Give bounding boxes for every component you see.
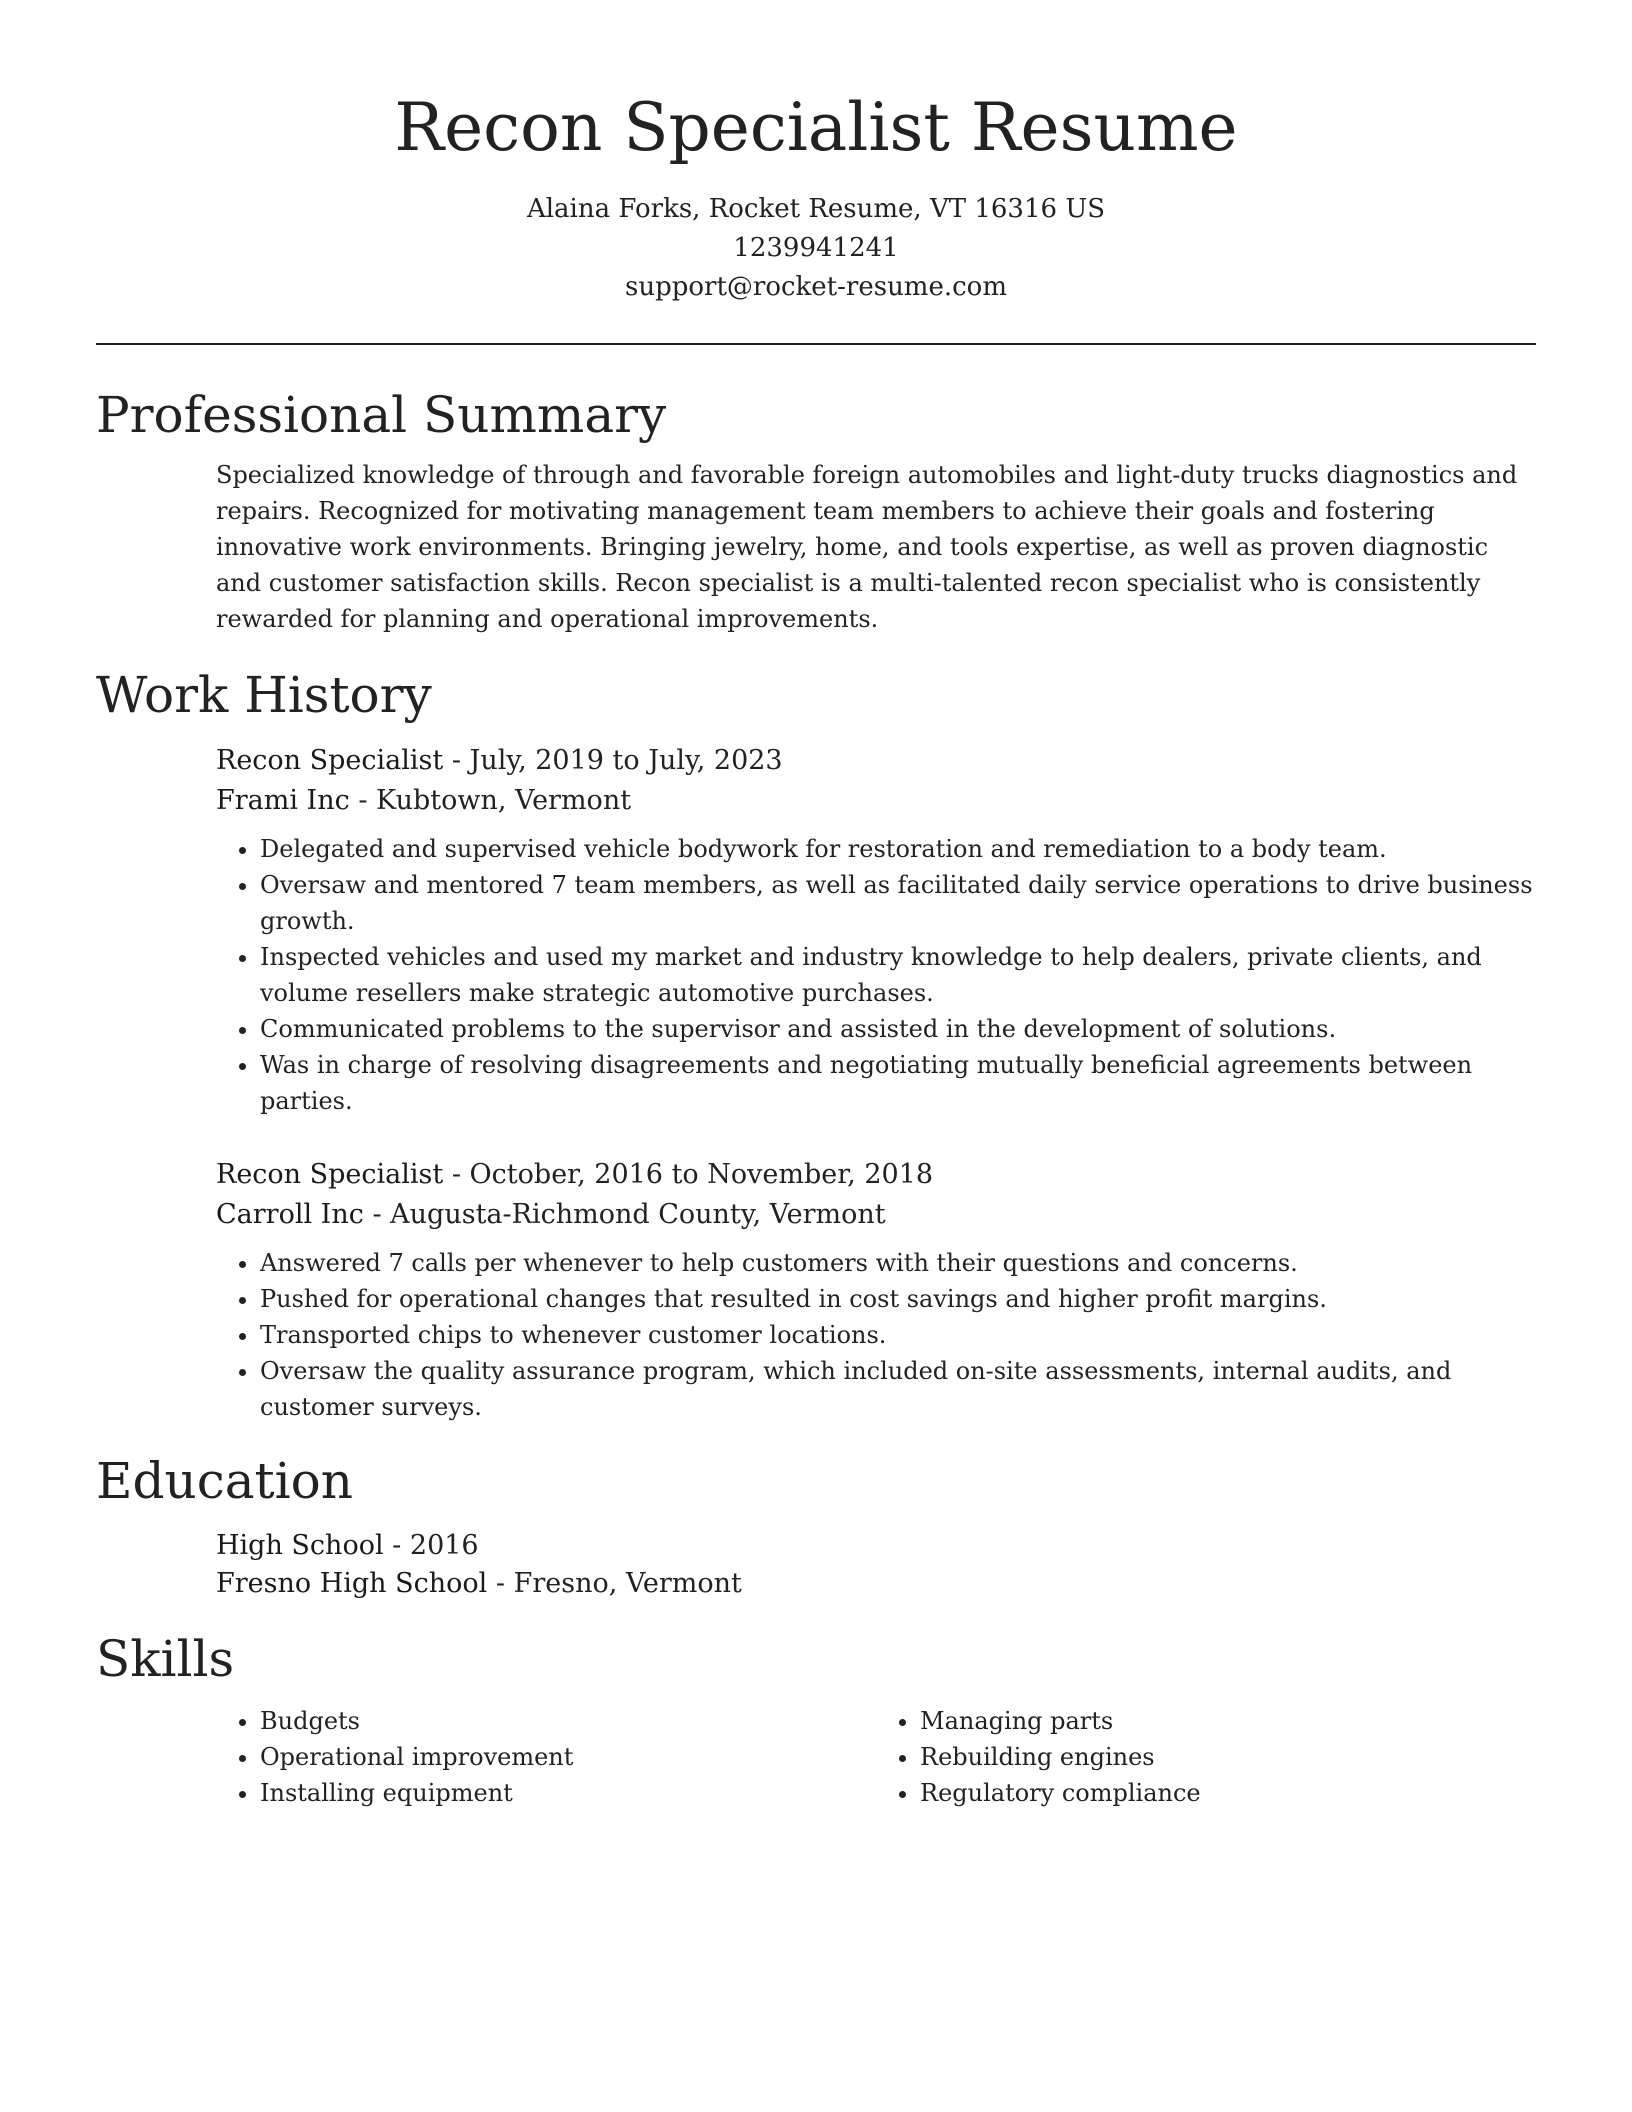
list-item: • Regulatory compliance <box>920 1775 1536 1811</box>
skills-heading: Skills <box>96 1630 235 1688</box>
summary-heading: Professional Summary <box>96 386 667 444</box>
list-item: • Delegated and supervised vehicle bodywork for restoration and remediation to a body team. <box>260 831 1536 867</box>
job-dates: October, 2016 to November, 2018 <box>469 1159 934 1190</box>
resume-page <box>96 0 1536 1811</box>
list-item: • Communicated problems to the supervisor and assisted in the development of solutions. <box>260 1011 1536 1047</box>
education-location: Fresno, Vermont <box>513 1568 742 1599</box>
list-item: • Was in charge of resolving disagreements and negotiating mutually beneficial agreements between parties. <box>260 1047 1536 1119</box>
job-company: Carroll Inc <box>216 1199 364 1230</box>
job-entry-2 <box>216 1155 1536 1425</box>
list-item: • Transported chips to whenever customer locations. <box>260 1317 1536 1353</box>
resume-header <box>96 0 1536 307</box>
job-title: Recon Specialist <box>216 1159 444 1190</box>
list-item: • Operational improvement <box>260 1739 876 1775</box>
education-heading: Education <box>96 1452 353 1510</box>
contact-info <box>96 190 1536 307</box>
job-company-line: Carroll Inc - Augusta-Richmond County, Vermont <box>216 1199 886 1230</box>
skills-list-right <box>876 1703 1536 1811</box>
job-title-line: Recon Specialist - October, 2016 to November, 2018 <box>216 1159 934 1190</box>
list-item: • Inspected vehicles and used my market and industry knowledge to help dealers, private clients, and volume resellers make strategic automotive purchases. <box>260 939 1536 1011</box>
education-school-line: Fresno High School - Fresno, Vermont <box>216 1568 742 1599</box>
skills-list-left <box>216 1703 876 1811</box>
education-degree: High School <box>216 1530 384 1561</box>
education-degree-line: High School - 2016 <box>216 1530 479 1561</box>
education-entry <box>216 1527 1536 1603</box>
list-item: • Budgets <box>260 1703 876 1739</box>
job-company: Frami Inc <box>216 785 350 816</box>
contact-email: support@rocket-resume.com <box>624 272 1007 302</box>
job-location: Kubtown, Vermont <box>376 785 632 816</box>
contact-address: Alaina Forks, Rocket Resume, VT 16316 US <box>526 194 1106 224</box>
work-history-heading: Work History <box>96 666 432 724</box>
job-entry-1 <box>216 741 1536 1119</box>
job-duties-list <box>216 831 1536 1119</box>
list-item: • Installing equipment <box>260 1775 876 1811</box>
job-location: Augusta-Richmond County, Vermont <box>390 1199 886 1230</box>
education-school: Fresno High School <box>216 1568 488 1599</box>
header-divider <box>96 343 1536 345</box>
list-item: • Pushed for operational changes that resulted in cost savings and higher profit margins. <box>260 1281 1536 1317</box>
list-item: • Oversaw and mentored 7 team members, as well as facilitated daily service operations to drive business growth. <box>260 867 1536 939</box>
list-item: • Oversaw the quality assurance program, which included on-site assessments, internal audits, and customer surveys. <box>260 1353 1536 1425</box>
list-item: • Rebuilding engines <box>920 1739 1536 1775</box>
job-title-line: Recon Specialist - July, 2019 to July, 2023 <box>216 745 783 776</box>
job-duties-list <box>216 1245 1536 1425</box>
job-title: Recon Specialist <box>216 745 444 776</box>
job-dates: July, 2019 to July, 2023 <box>469 745 783 776</box>
summary-text: Specialized knowledge of through and favorable foreign automobiles and light-duty trucks diagnostics and repairs. Recognized for motivating management team members to achieve their goals and fostering innovative work environments. Bringing jewelry, home, and tools expertise, as well as proven diagnostic and customer satisfaction skills. Recon specialist is a multi-talented recon specialist who is consistently rewarded for planning and operational improvements. <box>216 461 1518 633</box>
list-item: • Managing parts <box>920 1703 1536 1739</box>
list-item: • Answered 7 calls per whenever to help customers with their questions and concerns. <box>260 1245 1536 1281</box>
contact-phone: 1239941241 <box>733 233 899 263</box>
page-title: Recon Specialist Resume <box>394 89 1238 166</box>
education-year: 2016 <box>409 1530 479 1561</box>
job-company-line: Frami Inc - Kubtown, Vermont <box>216 785 632 816</box>
skills-grid <box>216 1703 1536 1811</box>
